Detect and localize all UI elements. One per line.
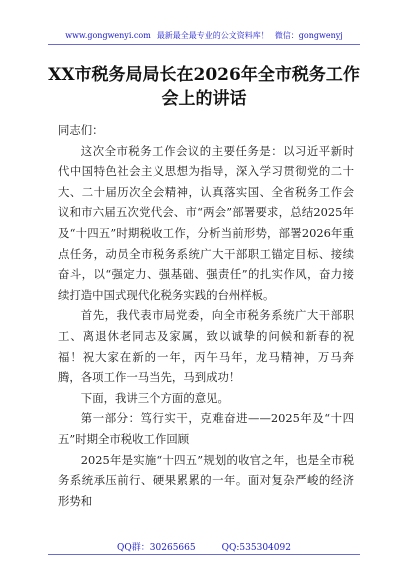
paragraph: 首先，我代表市局党委，向全市税务系统广大干部职工、离退休老同志及家属，致以诚挚的问候和新春的祝福！祝大家在新的一年，丙午马年，龙马精神，万马奔腾，各项工作一马当先，马到成功！ bbox=[58, 308, 354, 385]
header-divider bbox=[48, 44, 360, 45]
paragraph: 下面，我讲三个方面的意见。 bbox=[80, 390, 229, 405]
footer-divider bbox=[48, 554, 360, 555]
section-heading: 第一部分：笃行实干，克难奋进——2025年及“十四五”时期全市税收工作回顾 bbox=[58, 411, 354, 446]
page-header bbox=[0, 30, 408, 41]
document-title: XX市税务局局长在2026年全市税务工作会上的讲话 bbox=[48, 65, 360, 109]
header-slogan: 最新最全最专业的公文资料库！ bbox=[156, 31, 269, 40]
salutation: 同志们： bbox=[58, 123, 104, 137]
header-wechat: 微信：gongwenyj bbox=[274, 31, 343, 40]
document-body bbox=[58, 120, 354, 511]
page-footer bbox=[0, 540, 408, 553]
header-site-link[interactable]: www.gongwenyi.com bbox=[65, 31, 151, 40]
paragraph: 2025年是实施“十四五”规划的收官之年，也是全市税务系统承压前行、硬果累累的一年。面对复杂严峻的经济形势和 bbox=[58, 452, 354, 508]
footer-qq: QQ:535304092 bbox=[221, 543, 291, 553]
paragraph: 这次全市税务工作会议的主要任务是：以习近平新时代中国特色社会主义思想为指导，深入学习贯彻党的二十大、二十届历次全会精神，认真落实国、全省税务工作会议和市六届五次党代会、市“两会”部署要求，总结2025年及“十四五”时期税收工作，分析当前形势，部署2026年重点任务，动员全市税务系统广大干部职工锚定目标、接续奋斗，以“强定力、强基础、强责任”的扎实作风，奋力接续打造中国式现代化税务实践的台州样板。 bbox=[58, 143, 354, 302]
footer-qq-group: QQ群：30265665 bbox=[117, 543, 196, 553]
